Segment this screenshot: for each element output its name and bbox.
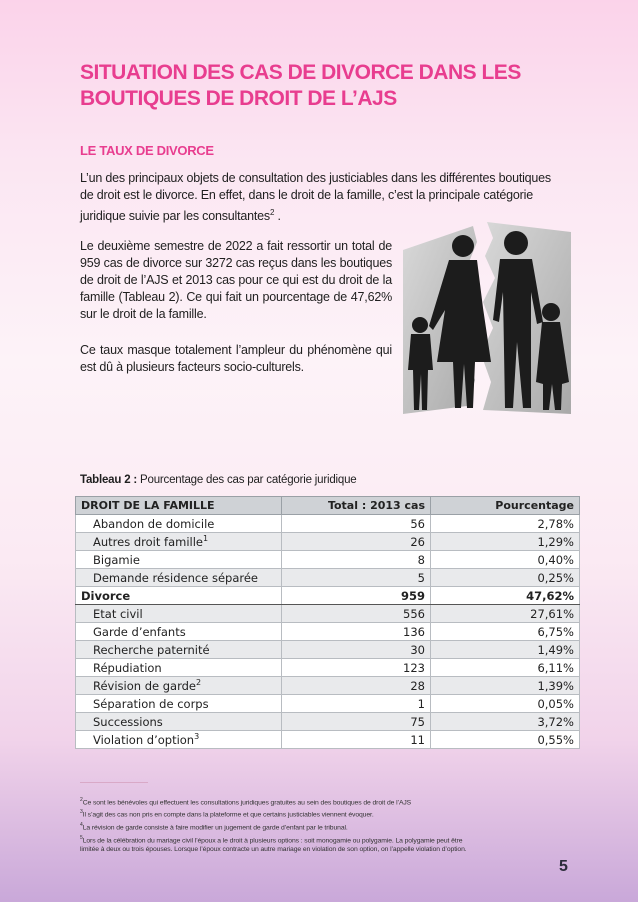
category-cell — [76, 677, 282, 695]
category-cell — [76, 551, 282, 569]
table-caption-text: Pourcentage des cas par catégorie juridique — [137, 474, 357, 486]
footnote-divider — [80, 782, 148, 783]
percentage-cell: 6,11% — [431, 659, 580, 677]
category-label: Etat civil — [93, 606, 143, 621]
footnote-item — [80, 834, 480, 854]
category-label: Demande résidence séparée — [93, 570, 258, 585]
percentage-cell: 0,40% — [431, 551, 580, 569]
footnote-item — [80, 796, 480, 807]
total-cell: 5 — [282, 569, 431, 587]
category-cell — [76, 713, 282, 731]
category-cell — [76, 731, 282, 749]
table-row — [76, 515, 580, 533]
footnote-number: 3 — [80, 809, 83, 815]
total-cell: 11 — [282, 731, 431, 749]
section-heading: LE TAUX DE DIVORCE — [80, 143, 214, 158]
total-cell: 75 — [282, 713, 431, 731]
table-row — [76, 695, 580, 713]
context-paragraph: Ce taux masque totalement l’ampleur du phénomène qui est dû à plusieurs facteurs socio-culturels. — [80, 343, 392, 374]
footnote-text: Lors de la célébration du mariage civil l’époux a le droit à plusieurs options : soit monogamie ou polygamie. La polygamie peut être limitée à deux ou trois épouses. Lorsque l’époux contracte un autre mariage en violation de son option, on l’appelle violation d’option. — [80, 837, 467, 854]
category-cell — [76, 533, 282, 551]
percentage-cell: 6,75% — [431, 623, 580, 641]
total-cell: 8 — [282, 551, 431, 569]
total-cell: 959 — [282, 587, 431, 605]
category-label: Recherche paternité — [93, 642, 210, 657]
footnote-number: 4 — [80, 822, 83, 828]
category-cell — [76, 623, 282, 641]
category-label: Révision de garde — [93, 678, 196, 693]
intro-text: L’un des principaux objets de consultation des justiciables dans les différentes boutiques de droit est le divorce. En effet, dans le droit de la famille, c’est la principale catégorie juridique suivie par les consultantes — [80, 171, 551, 224]
col-header-total: Total : 2013 cas — [282, 497, 431, 515]
category-label: Garde d’enfants — [93, 624, 186, 639]
category-cell — [76, 659, 282, 677]
footnote-ref: 2 — [196, 678, 202, 688]
category-label: Bigamie — [93, 552, 140, 567]
category-cell — [76, 587, 282, 605]
category-label: Successions — [93, 714, 163, 729]
table-caption — [80, 474, 356, 486]
footnote-text: Il s’agit des cas non pris en compte dans la plateforme et que certains justiciables viennent évoquer. — [82, 811, 374, 819]
percentage-cell: 1,29% — [431, 533, 580, 551]
footnote-item — [80, 808, 480, 819]
footnote-item — [80, 821, 480, 832]
table-row — [76, 713, 580, 731]
percentage-cell: 47,62% — [431, 587, 580, 605]
table-row — [76, 677, 580, 695]
page-number: 5 — [559, 858, 568, 875]
total-cell: 123 — [282, 659, 431, 677]
page-title: SITUATION DES CAS DE DIVORCE DANS LES BOUTIQUES DE DROIT DE L’AJS — [80, 61, 521, 110]
percentage-cell: 1,39% — [431, 677, 580, 695]
category-cell — [76, 515, 282, 533]
table-row — [76, 641, 580, 659]
family-law-table — [75, 496, 580, 749]
intro-paragraph — [80, 170, 558, 225]
footnote-ref: 2 — [269, 208, 275, 217]
percentage-cell: 0,55% — [431, 731, 580, 749]
footnote-number: 5 — [80, 835, 83, 841]
table-row — [76, 731, 580, 749]
total-cell: 56 — [282, 515, 431, 533]
col-header-percentage: Pourcentage — [431, 497, 580, 515]
table-row — [76, 587, 580, 605]
total-cell: 1 — [282, 695, 431, 713]
percentage-cell: 0,05% — [431, 695, 580, 713]
intro-text-end: . — [274, 209, 281, 224]
category-label: Divorce — [81, 588, 131, 603]
percentage-cell: 1,49% — [431, 641, 580, 659]
category-label: Violation d’option — [93, 732, 195, 747]
table-row — [76, 569, 580, 587]
total-cell: 26 — [282, 533, 431, 551]
percentage-cell: 2,78% — [431, 515, 580, 533]
total-cell: 556 — [282, 605, 431, 623]
table-caption-label: Tableau 2 : — [80, 474, 138, 486]
table-row — [76, 623, 580, 641]
category-cell — [76, 695, 282, 713]
footnote-ref: 3 — [194, 732, 200, 742]
total-cell: 136 — [282, 623, 431, 641]
total-cell: 28 — [282, 677, 431, 695]
category-label: Répudiation — [93, 660, 162, 675]
percentage-cell: 27,61% — [431, 605, 580, 623]
table-row — [76, 551, 580, 569]
col-header-category: DROIT DE LA FAMILLE — [76, 497, 282, 515]
table-row — [76, 605, 580, 623]
family-silhouette-image — [403, 222, 571, 414]
category-label: Abandon de domicile — [93, 516, 215, 531]
category-cell — [76, 641, 282, 659]
category-cell — [76, 569, 282, 587]
table-row — [76, 533, 580, 551]
total-cell: 30 — [282, 641, 431, 659]
footnote-number: 2 — [80, 797, 83, 803]
stats-paragraph: Le deuxième semestre de 2022 a fait ressortir un total de 959 cas de divorce sur 3272 cas reçus dans les boutiques de droit de l’AJS et 2013 cas pour ce qui est du droit de la famille (Tableau 2). Ce qui fait un pourcentage de 47,62% sur le droit de la famille. — [80, 239, 392, 321]
category-label: Autres droit famille — [93, 534, 203, 549]
percentage-cell: 0,25% — [431, 569, 580, 587]
footnote-text: La révision de garde consiste à faire modifier un jugement de garde d’enfant par le tribunal. — [82, 824, 348, 832]
table-row — [76, 659, 580, 677]
percentage-cell: 3,72% — [431, 713, 580, 731]
category-cell — [76, 605, 282, 623]
category-label: Séparation de corps — [93, 696, 209, 711]
footnote-text: Ce sont les bénévoles qui effectuent les consultations juridiques gratuites au sein des boutiques de droit de l’AJS — [82, 799, 412, 807]
footnote-ref: 1 — [203, 534, 209, 544]
